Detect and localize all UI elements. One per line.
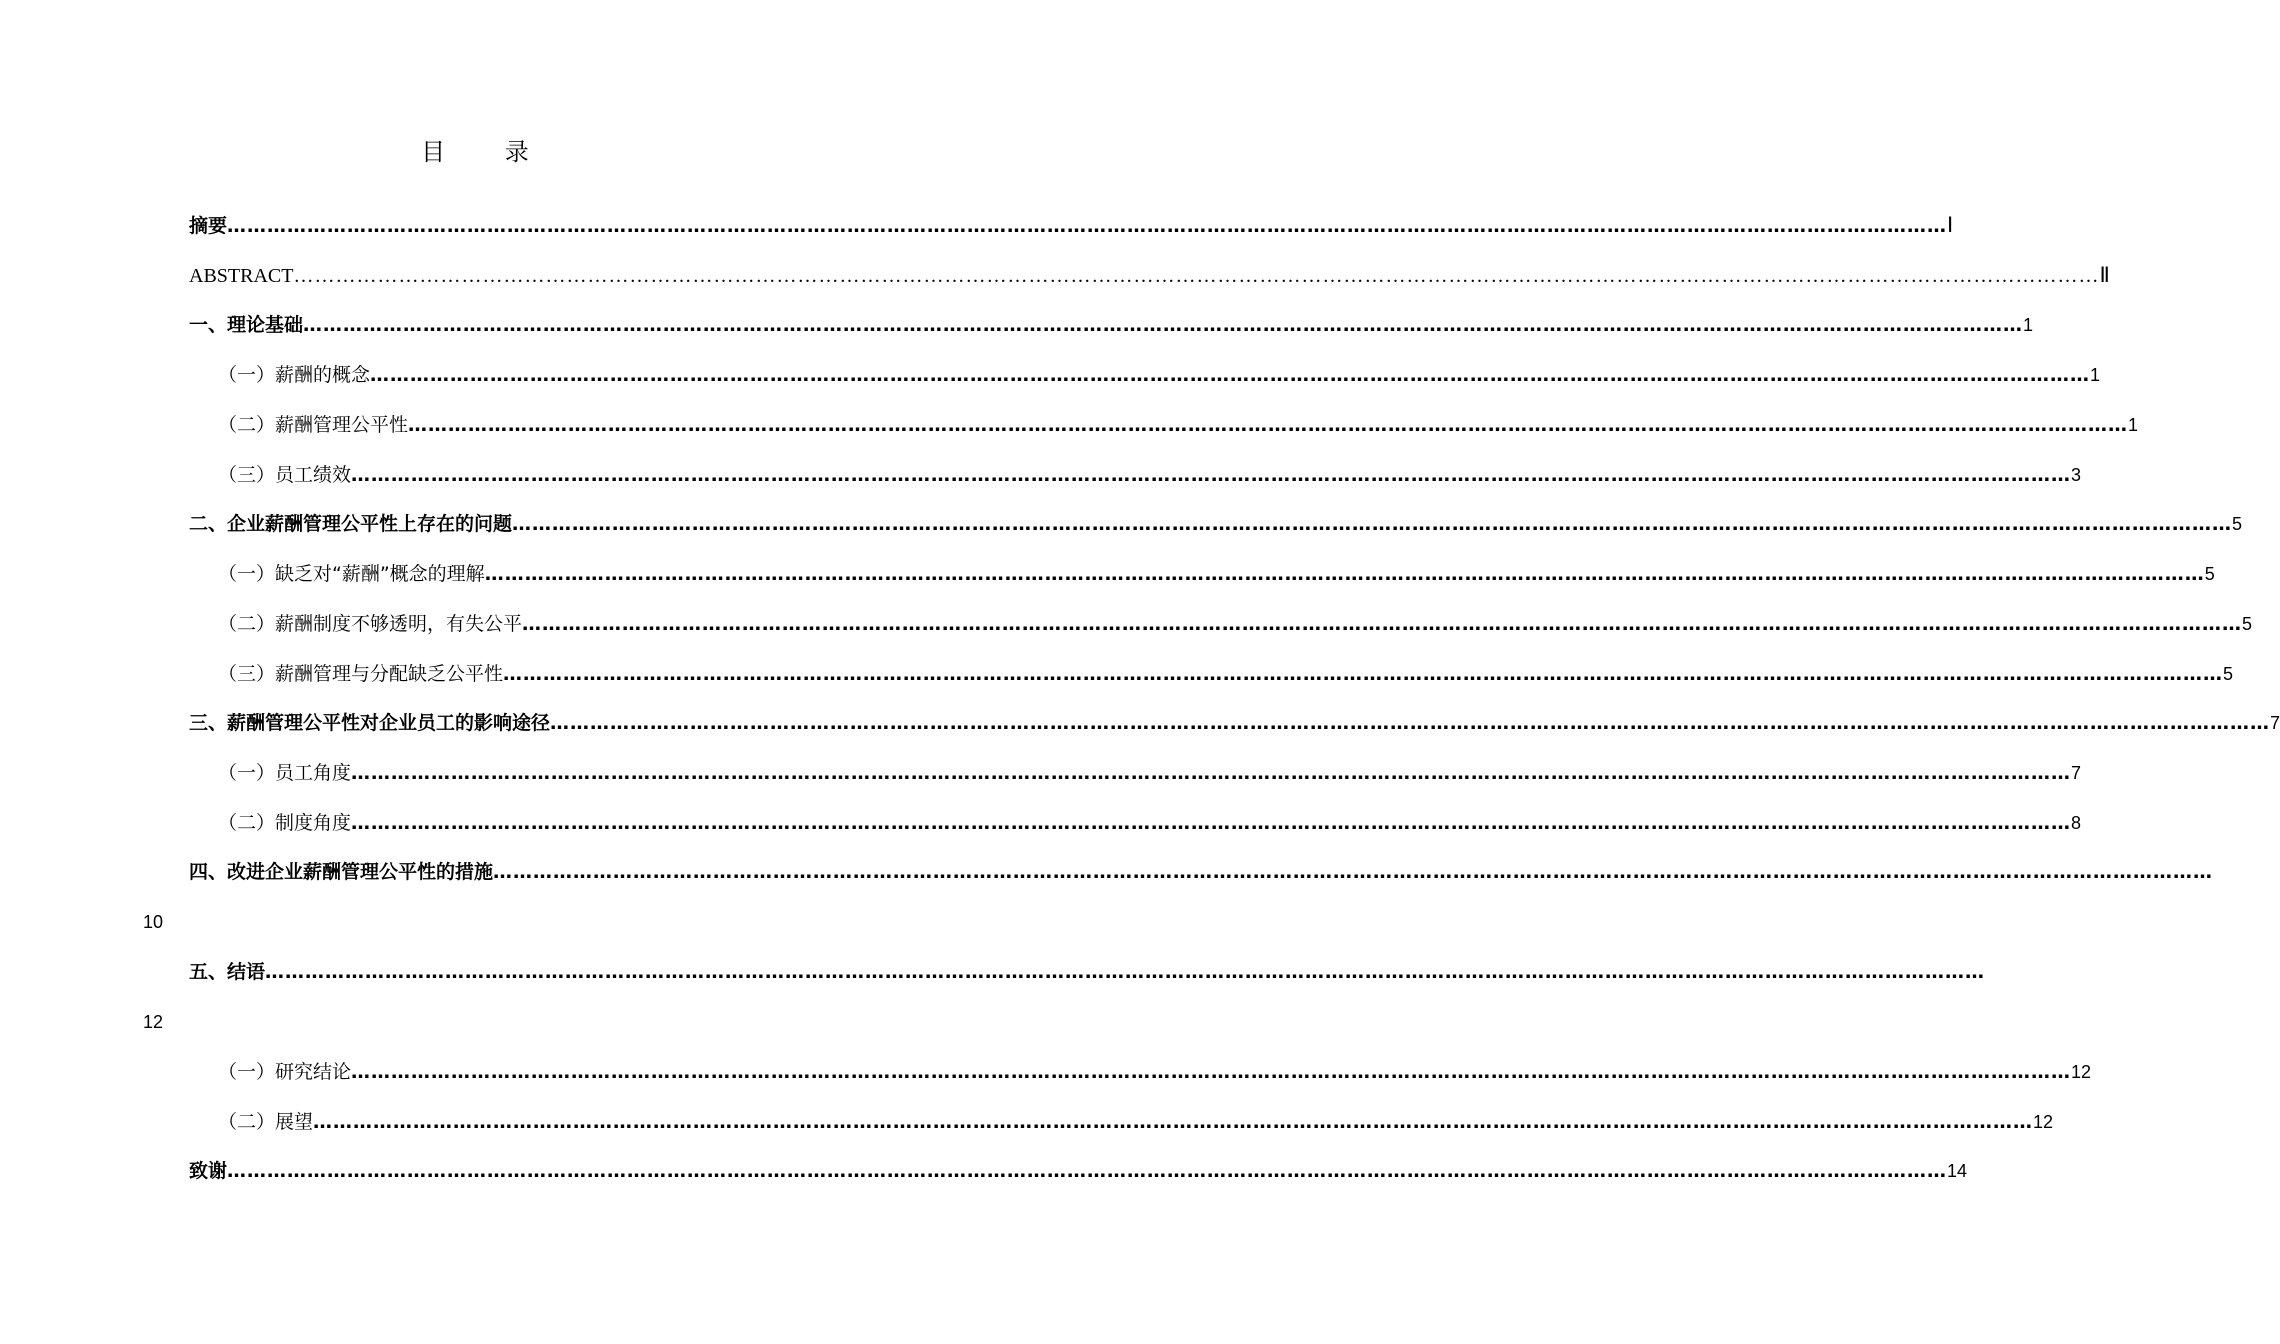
toc-entry-page: Ⅱ — [2099, 263, 2110, 287]
dot-leader: …………………………………………………………………………………………………………………………………………………………………………………………………………………………………… — [370, 364, 2091, 386]
toc-entry-label: 四、改进企业薪酬管理公平性的措施 — [189, 861, 494, 883]
toc-entry-page: 5 — [2242, 614, 2253, 634]
dot-leader: …………………………………………………………………………………………………………………………………………………………………………………………………………………………………… — [522, 613, 2243, 635]
toc-entry-chapter-2[interactable] — [189, 509, 2243, 539]
toc-entry-abstract-en[interactable] — [189, 260, 2110, 290]
toc-entry-section-3-1[interactable] — [218, 758, 2082, 788]
toc-entry-label: （三）员工绩效 — [218, 464, 352, 486]
toc-entry-label: （二）制度角度 — [218, 812, 352, 834]
dot-leader: …………………………………………………………………………………………………………………………………………………………………………………………………………………………………… — [484, 563, 2205, 585]
toc-entry-page: 1 — [2090, 365, 2101, 385]
toc-entry-section-1-1[interactable] — [218, 360, 2101, 390]
toc-entry-page: Ⅰ — [1947, 213, 1954, 237]
toc-entry-section-1-2[interactable] — [218, 410, 2139, 440]
dot-leader: …………………………………………………………………………………………………………………………………………………………………………………………………………………………………… — [351, 464, 2072, 486]
toc-entry-section-2-1[interactable] — [218, 559, 2215, 589]
toc-entry-page: 12 — [2033, 1112, 2054, 1132]
toc-entry-page: 5 — [2232, 514, 2243, 534]
toc-entry-chapter-4[interactable] — [189, 857, 2214, 887]
toc-entry-chapter-3[interactable] — [189, 708, 2280, 738]
toc-entry-label: （二）薪酬管理公平性 — [218, 414, 409, 436]
dot-leader: …………………………………………………………………………………………………………………………………………………………………………………………………………………………………… — [293, 265, 2100, 287]
toc-entry-page: 5 — [2204, 564, 2215, 584]
toc-entry-label: （一）研究结论 — [218, 1061, 352, 1083]
toc-entry-section-2-3[interactable] — [218, 659, 2234, 689]
toc-entry-abstract-cn[interactable] — [189, 210, 1954, 240]
toc-entry-page: 12 — [2071, 1062, 2092, 1082]
toc-entry-label: （二）薪酬制度不够透明，有失公平 — [218, 613, 523, 635]
dot-leader: …………………………………………………………………………………………………………………………………………………………………………………………………………………………………… — [351, 762, 2072, 784]
dot-leader: …………………………………………………………………………………………………………………………………………………………………………………………………………………………………… — [493, 861, 2214, 883]
toc-entry-section-1-3[interactable] — [218, 460, 2082, 490]
dot-leader: …………………………………………………………………………………………………………………………………………………………………………………………………………………………………… — [512, 513, 2233, 535]
dot-leader: …………………………………………………………………………………………………………………………………………………………………………………………………………………………………… — [313, 1111, 2034, 1133]
toc-entry-label: （一）缺乏对“薪酬”概念的理解 — [218, 563, 485, 585]
toc-entry-section-5-2[interactable] — [218, 1107, 2054, 1137]
toc-entry-label: 一、理论基础 — [189, 314, 304, 336]
toc-entry-page: 7 — [2270, 713, 2280, 733]
toc-entry-label: （一）薪酬的概念 — [218, 364, 371, 386]
toc-entry-label: （二）展望 — [218, 1111, 314, 1133]
toc-entry-label: 二、企业薪酬管理公平性上存在的问题 — [189, 513, 513, 535]
toc-entry-label: （一）员工角度 — [218, 762, 352, 784]
dot-leader: …………………………………………………………………………………………………………………………………………………………………………………………………………………………………… — [227, 1160, 1948, 1182]
dot-leader: …………………………………………………………………………………………………………………………………………………………………………………………………………………………………… — [408, 414, 2129, 436]
dot-leader: …………………………………………………………………………………………………………………………………………………………………………………………………………………………………… — [303, 314, 2024, 336]
toc-entry-chapter-1[interactable] — [189, 310, 2034, 340]
toc-entry-label: 摘要 — [189, 215, 228, 237]
toc-entry-label: 致谢 — [189, 1160, 228, 1182]
toc-entry-page: 14 — [1947, 1161, 1968, 1181]
toc-entry-page: 5 — [2223, 664, 2234, 684]
toc-entry-label: 三、薪酬管理公平性对企业员工的影响途径 — [189, 712, 551, 734]
dot-leader: …………………………………………………………………………………………………………………………………………………………………………………………………………………………………… — [265, 961, 1986, 983]
toc-entry-page: 3 — [2071, 465, 2082, 485]
toc-entry-acknowledgements[interactable] — [189, 1156, 1968, 1186]
dot-leader: …………………………………………………………………………………………………………………………………………………………………………………………………………………………………… — [227, 215, 1948, 237]
dot-leader: …………………………………………………………………………………………………………………………………………………………………………………………………………………………………… — [550, 712, 2271, 734]
toc-entry-label: ABSTRACT — [189, 265, 294, 287]
dot-leader: …………………………………………………………………………………………………………………………………………………………………………………………………………………………………… — [351, 1061, 2072, 1083]
toc-entry-label: 五、结语 — [189, 961, 266, 983]
toc-title: 目 录 — [421, 138, 555, 166]
toc-entry-page: 7 — [2071, 763, 2082, 783]
toc-entry-page: 1 — [2128, 415, 2139, 435]
toc-entry-page: 1 — [2023, 315, 2034, 335]
toc-entry-chapter-5[interactable] — [189, 957, 1986, 987]
toc-entry-section-3-2[interactable] — [218, 808, 2082, 838]
toc-entry-section-2-2[interactable] — [218, 609, 2253, 639]
toc-entry-page-wrapped: 12 — [143, 1012, 164, 1032]
toc-entry-section-5-1[interactable] — [218, 1057, 2092, 1087]
toc-entry-page-wrapped: 10 — [143, 912, 164, 932]
toc-entry-page: 8 — [2071, 813, 2082, 833]
dot-leader: …………………………………………………………………………………………………………………………………………………………………………………………………………………………………… — [503, 663, 2224, 685]
toc-entry-label: （三）薪酬管理与分配缺乏公平性 — [218, 663, 504, 685]
dot-leader: …………………………………………………………………………………………………………………………………………………………………………………………………………………………………… — [351, 812, 2072, 834]
